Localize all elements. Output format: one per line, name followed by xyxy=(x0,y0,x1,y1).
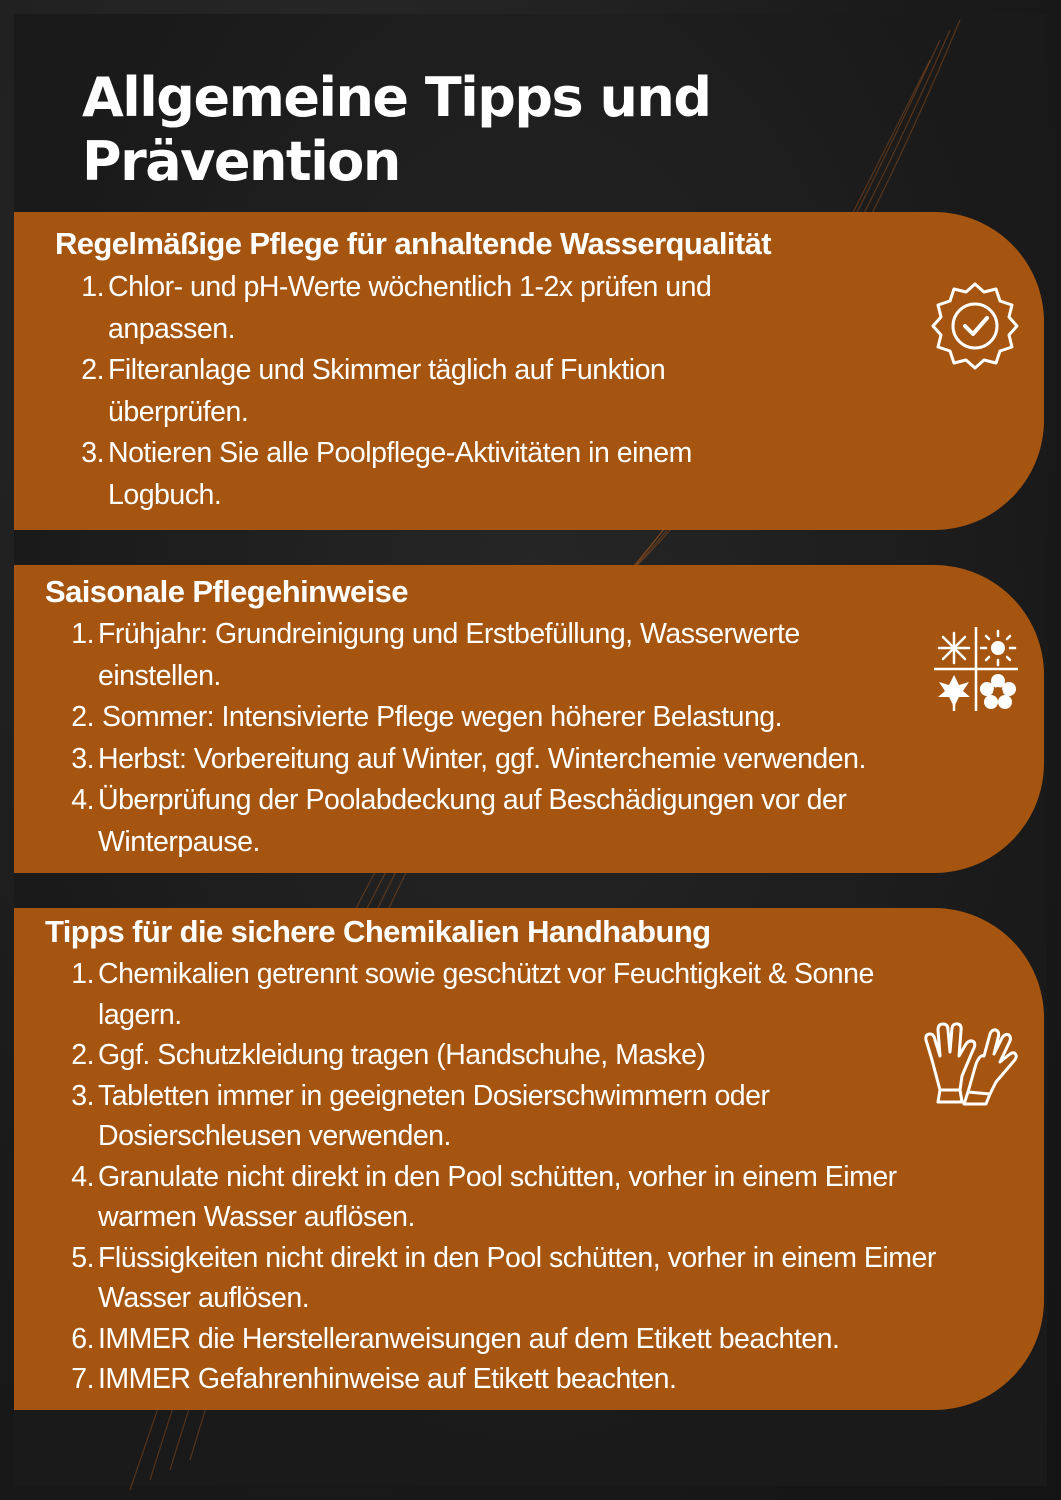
item-text: Ggf. Schutzkleidung tragen (Handschuhe, Maske) xyxy=(98,1039,706,1071)
item-text: IMMER die Herstelleranweisungen auf dem Etikett beachten. xyxy=(98,1322,840,1355)
item-text: Logbuch. xyxy=(108,478,222,511)
list-item xyxy=(72,1076,1032,1157)
section-card-chemikalien xyxy=(14,908,1044,1410)
list-item xyxy=(72,1359,1032,1400)
item-number: 1. xyxy=(81,271,104,303)
checkmark-badge-icon xyxy=(930,280,1020,370)
item-list xyxy=(82,267,842,516)
item-number: 3. xyxy=(81,437,104,469)
item-text: Sommer: Intensivierte Pflege wegen höherer Belastung. xyxy=(102,701,783,733)
item-text: Tabletten immer in geeigneten Dosierschwimmern oder xyxy=(98,1079,770,1112)
item-text: warmen Wasser auflösen. xyxy=(98,1201,415,1233)
section-heading: Tipps für die sichere Chemikalien Handhabung xyxy=(45,914,711,949)
list-item xyxy=(82,350,842,433)
item-text: Winterpause. xyxy=(98,825,260,858)
item-text: Überprüfung der Poolabdeckung auf Beschädigungen vor der xyxy=(98,784,847,816)
list-item xyxy=(72,1035,1032,1076)
list-item xyxy=(72,1319,1032,1360)
page-title: Allgemeine Tipps und Prävention xyxy=(82,66,711,193)
item-text: Filteranlage und Skimmer täglich auf Funktion xyxy=(108,354,666,386)
list-item xyxy=(72,1157,1032,1238)
list-item xyxy=(72,697,1002,739)
item-text: anpassen. xyxy=(108,312,236,345)
item-number: 4. xyxy=(71,784,94,816)
item-list xyxy=(72,954,1032,1400)
list-item xyxy=(72,1238,1032,1319)
four-seasons-icon xyxy=(932,625,1020,713)
item-text: überprüfen. xyxy=(108,395,249,428)
item-number: 1. xyxy=(71,958,94,990)
item-list xyxy=(72,614,1002,863)
item-number: 2. xyxy=(81,354,104,386)
item-text: Herbst: Vorbereitung auf Winter, ggf. Winterchemie verwenden. xyxy=(98,742,866,775)
item-number: 7. xyxy=(71,1363,94,1395)
item-number: 1. xyxy=(71,618,94,650)
item-number: 6. xyxy=(71,1322,94,1355)
item-text: Chemikalien getrennt sowie geschützt vor Feuchtigkeit & Sonne xyxy=(98,958,874,990)
list-item xyxy=(72,614,1002,697)
item-number: 3. xyxy=(71,1079,94,1112)
item-text: Dosierschleusen verwenden. xyxy=(98,1120,451,1152)
item-text: Frühjahr: Grundreinigung und Erstbefüllung, Wasserwerte xyxy=(98,618,800,650)
item-number: 5. xyxy=(71,1241,94,1274)
list-item xyxy=(82,433,842,516)
item-text: einstellen. xyxy=(98,659,221,692)
item-text: Wasser auflösen. xyxy=(98,1282,310,1314)
section-card-saisonal xyxy=(14,565,1044,873)
list-item xyxy=(82,267,842,350)
item-number: 2. xyxy=(71,1039,94,1071)
item-number: 2. xyxy=(71,701,94,733)
list-item xyxy=(72,739,1002,781)
item-text: lagern. xyxy=(98,998,182,1031)
item-number: 4. xyxy=(71,1160,94,1193)
section-card-pflege xyxy=(14,212,1044,530)
item-text: Granulate nicht direkt in den Pool schütten, vorher in einem Eimer xyxy=(98,1160,897,1193)
gloves-icon xyxy=(918,1020,1018,1106)
item-text: Flüssigkeiten nicht direkt in den Pool schütten, vorher in einem Eimer xyxy=(98,1241,936,1274)
item-text: IMMER Gefahrenhinweise auf Etikett beachten. xyxy=(98,1363,677,1395)
section-heading: Saisonale Pflegehinweise xyxy=(45,574,408,609)
item-text: Notieren Sie alle Poolpflege-Aktivitäten in einem xyxy=(108,437,692,469)
item-text: Chlor- und pH-Werte wöchentlich 1-2x prüfen und xyxy=(108,271,712,303)
list-item xyxy=(72,954,1032,1035)
list-item xyxy=(72,780,1002,863)
item-number: 3. xyxy=(71,742,94,775)
section-heading: Regelmäßige Pflege für anhaltende Wasserqualität xyxy=(55,226,771,261)
